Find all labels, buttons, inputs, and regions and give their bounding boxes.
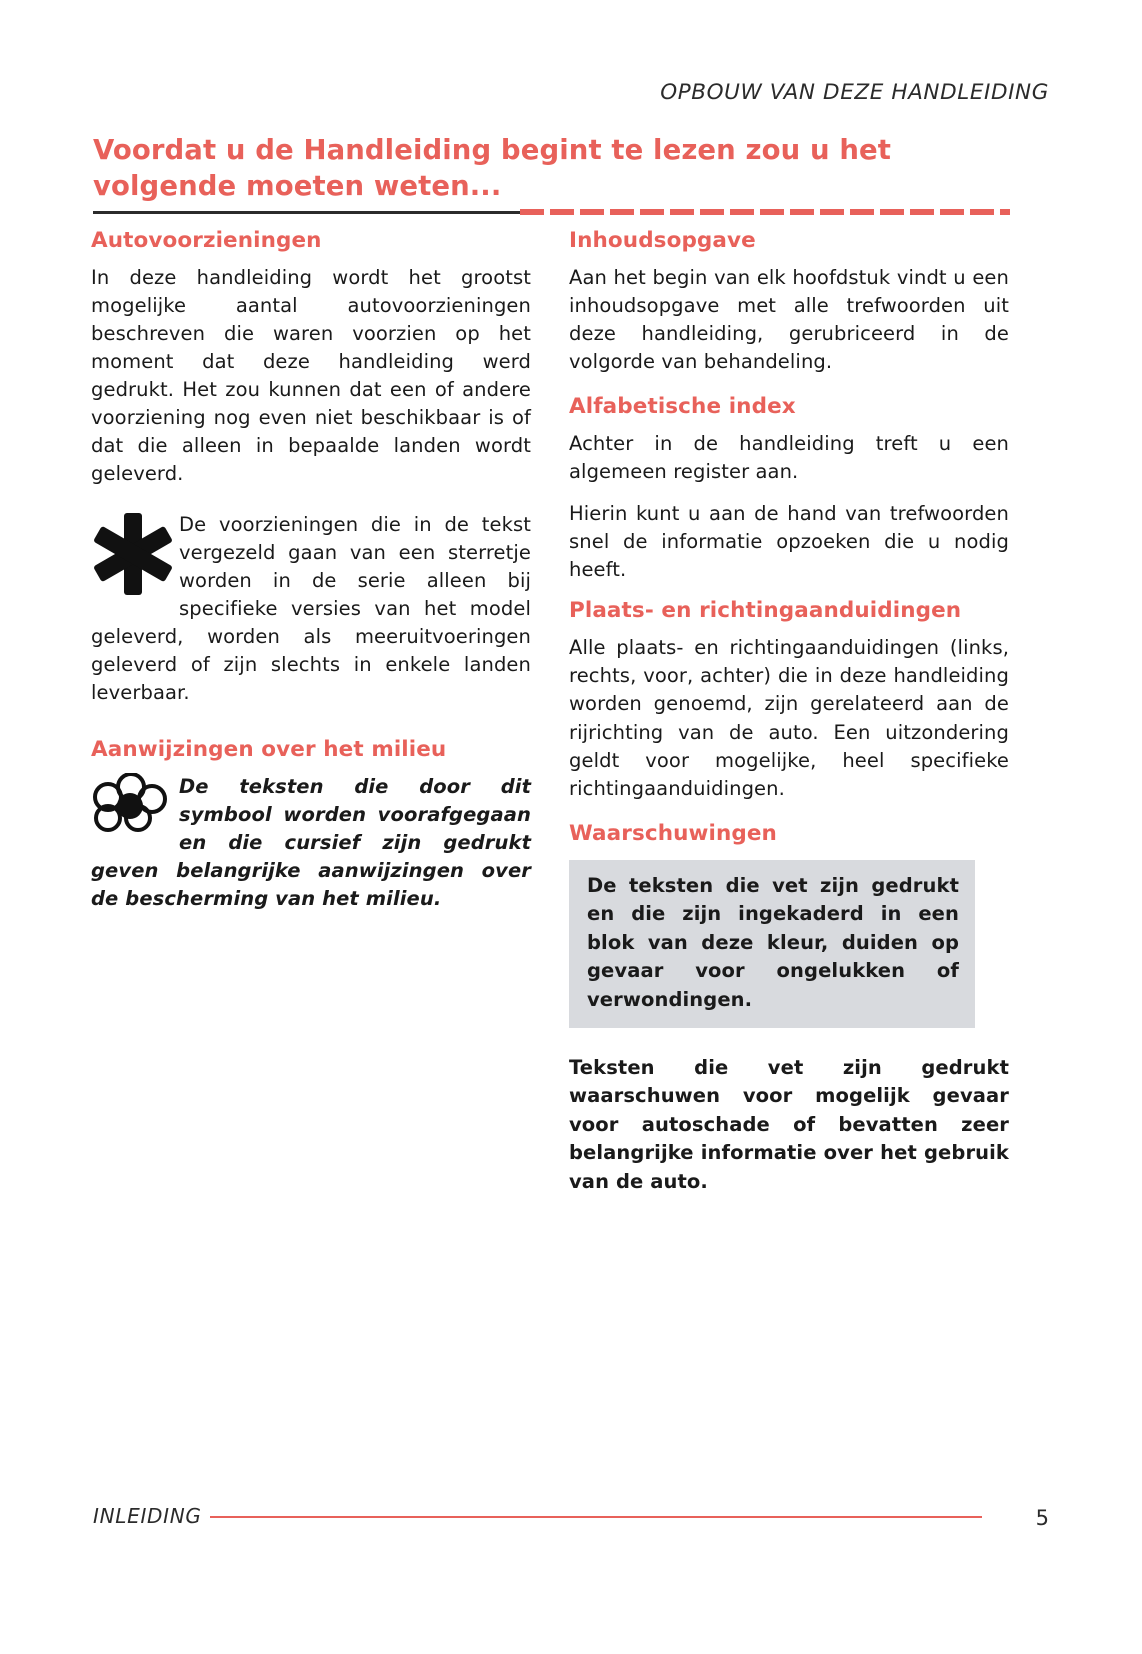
bold-note-text: Teksten die vet zijn gedrukt waarschuwen voor mogelijk gevaar voor autoschade of bevatten zeer belangrijke informatie over het gebruik van de auto.	[569, 1056, 1009, 1193]
section-heading-alfabetische-index: Alfabetische index	[569, 394, 796, 420]
section-heading-plaats-richting: Plaats- en richtingaanduidingen	[569, 598, 962, 624]
flower-icon	[91, 773, 179, 835]
left-column	[91, 228, 531, 913]
paragraph-alfabetische-index-1: Achter in de handleiding treft u een algemeen register aan.	[569, 432, 1009, 484]
footer-divider	[210, 1516, 982, 1519]
running-head: OPBOUW VAN DEZE HANDLEIDING	[660, 80, 1049, 105]
page-number: 5	[1035, 1506, 1049, 1530]
section-heading-waarschuwingen: Waarschuwingen	[569, 820, 777, 846]
right-column	[569, 228, 1009, 1196]
warning-box-text: De teksten die vet zijn gedrukt en die zijn ingekaderd in een blok van deze kleur, duiden op gevaar voor ongelukken of verwondingen.	[587, 873, 959, 1011]
section-heading-milieu: Aanwijzingen over het milieu	[91, 737, 447, 763]
asterisk-note-block	[91, 511, 531, 708]
paragraph-plaats-richting: Alle plaats- en richtingaanduidingen (links, rechts, voor, achter) die in deze handleiding worden genoemd, zijn gerelateerd aan de rijrichting van de auto. Een uitzondering geldt voor mogelijke, heel specifieke richtingaanduidingen.	[569, 636, 1009, 800]
page-title: Voordat u de Handleiding begint te lezen zou u het volgende moeten weten...	[93, 134, 892, 202]
asterisk-note-text: De voorzieningen die in de tekst vergezeld gaan van een sterretje worden in de serie alleen bij specifieke versies van het model geleverd, worden als meeruitvoeringen geleverd of zijn slechts in enkele landen leverbaar.	[91, 512, 531, 704]
section-heading-inhoudsopgave: Inhoudsopgave	[569, 228, 756, 253]
section-heading-autovoorzieningen: Autovoorzieningen	[91, 228, 322, 253]
environment-note-text: De teksten die door dit symbool worden voorafgegaan en die cursief zijn gedrukt geven belangrijke aanwijzingen over de bescherming van het milieu.	[91, 774, 531, 911]
footer-label: INLEIDING	[93, 1504, 202, 1528]
paragraph-autovoorzieningen: In deze handleiding wordt het grootst mogelijke aantal autovoorzieningen beschreven die waren voorzien op het moment dat deze handleiding werd gedrukt. Het zou kunnen dat een of andere voorziening nog even niet beschikbaar is of dat die alleen in bepaalde landen wordt geleverd.	[91, 265, 531, 486]
title-divider-accent	[520, 209, 1010, 215]
environment-note-block	[91, 773, 531, 913]
asterisk-icon	[91, 511, 179, 597]
paragraph-inhoudsopgave: Aan het begin van elk hoofdstuk vindt u een inhoudsopgave met alle trefwoorden uit deze handleiding, gerubriceerd in de volgorde van behandeling.	[569, 265, 1009, 374]
warning-box	[569, 860, 975, 1028]
paragraph-alfabetische-index-2: Hierin kunt u aan de hand van trefwoorden snel de informatie opzoeken die u nodig heeft.	[569, 502, 1009, 582]
